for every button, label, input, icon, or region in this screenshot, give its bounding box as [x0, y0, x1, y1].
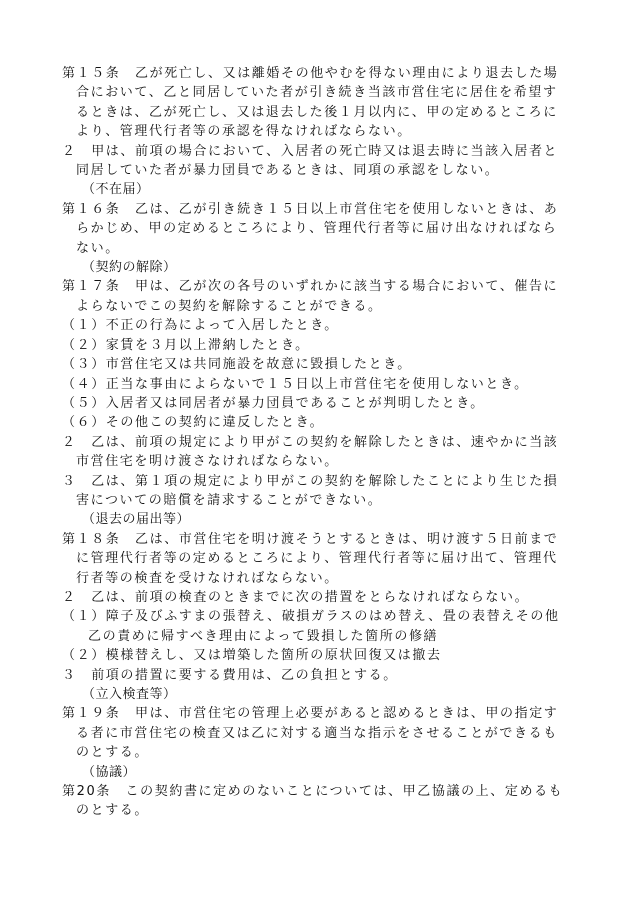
- article-caption: （立入検査等）: [82, 687, 177, 702]
- text-line: 第１６条 乙は、乙が引き続き１５日以上市営住宅を使用しないときは、あ: [62, 201, 559, 217]
- article-caption: （退去の届出等）: [82, 512, 191, 528]
- article-caption: （不在届）: [82, 182, 150, 198]
- text-line: るときは、乙が死亡し、又は退去した後１月以内に、甲の定めるところに: [76, 104, 558, 120]
- text-line: 行者等の検査を受けなければならない。: [76, 570, 339, 586]
- text-line: らかじめ、甲の定めるところにより、管理代行者等に届け出なければなら: [76, 221, 558, 237]
- text-line: （２）模様替えし、又は増築した箇所の原状回復又は撤去: [62, 648, 442, 664]
- text-line: のとする。: [76, 745, 150, 761]
- text-line: 合において、乙と同居していた者が引き続き当該市営住宅に居住を希望す: [76, 85, 558, 101]
- text-line: 第20条 この契約書に定めのないことについては、甲乙協議の上、定めるも: [62, 784, 564, 800]
- article-caption: （協議）: [82, 764, 137, 780]
- text-line: ない。: [76, 240, 120, 256]
- text-line: 第１７条 甲は、乙が次の各号のいずれかに該当する場合において、催告に: [62, 279, 559, 295]
- text-line: 同居していた者が暴力団員であるときは、同項の承認をしない。: [76, 163, 500, 179]
- text-line: ２ 乙は、前項の検査のときまでに次の措置をとらなければならない。: [62, 589, 530, 605]
- text-line: より、管理代行者等の承認を得なければならない。: [76, 124, 412, 140]
- text-line: 市営住宅を明け渡さなければならない。: [76, 454, 339, 470]
- text-line: ２ 乙は、前項の規定により甲がこの契約を解除したときは、速やかに当該: [62, 434, 559, 450]
- text-line: （４）正当な事由によらないで１５日以上市営住宅を使用しないとき。: [62, 376, 529, 392]
- text-line: よらないでこの契約を解除することができる。: [76, 298, 383, 314]
- text-line: 第１５条 乙が死亡し、又は離婚その他やむを得ない理由により退去した場: [62, 66, 559, 81]
- text-line: 第１９条 甲は、市営住宅の管理上必要があると認めるときは、甲の指定す: [62, 706, 559, 722]
- text-line: （６）その他この契約に違反したとき。: [62, 415, 325, 431]
- text-line: に管理代行者等の定めるところにより、管理代行者等に届け出て、管理代: [76, 551, 558, 567]
- text-line: のとする。: [76, 803, 150, 819]
- text-line: （１）障子及びふすまの張替え、破損ガラスのはめ替え、畳の表替えその他: [62, 609, 560, 625]
- text-line: （１）不正の行為によって入居したとき。: [62, 318, 339, 334]
- text-line: ３ 前項の措置に要する費用は、乙の負担とする。: [62, 667, 398, 683]
- text-line: （３）市営住宅又は共同施設を故意に毀損したとき。: [62, 357, 412, 373]
- text-line: る者に市営住宅の検査又は乙に対する適当な指示をさせることができるも: [76, 725, 558, 741]
- text-line: ３ 乙は、第１項の規定により甲がこの契約を解除したことにより生じた損: [62, 473, 559, 489]
- article-caption: （契約の解除）: [82, 260, 177, 276]
- text-line: 第１８条 乙は、市営住宅を明け渡そうとするときは、明け渡す５日前まで: [62, 531, 559, 547]
- text-line: （２）家賃を３月以上滞納したとき。: [62, 337, 310, 353]
- text-line: 乙の責めに帰すべき理由によって毀損した箇所の修繕: [88, 628, 439, 644]
- contract-text: [62, 64, 576, 821]
- text-line: （５）入居者又は同居者が暴力団員であることが判明したとき。: [62, 395, 485, 411]
- text-line: 害についての賠償を請求することができない。: [76, 492, 383, 508]
- text-line: ２ 甲は、前項の場合において、入居者の死亡時又は退去時に当該入居者と: [62, 143, 559, 159]
